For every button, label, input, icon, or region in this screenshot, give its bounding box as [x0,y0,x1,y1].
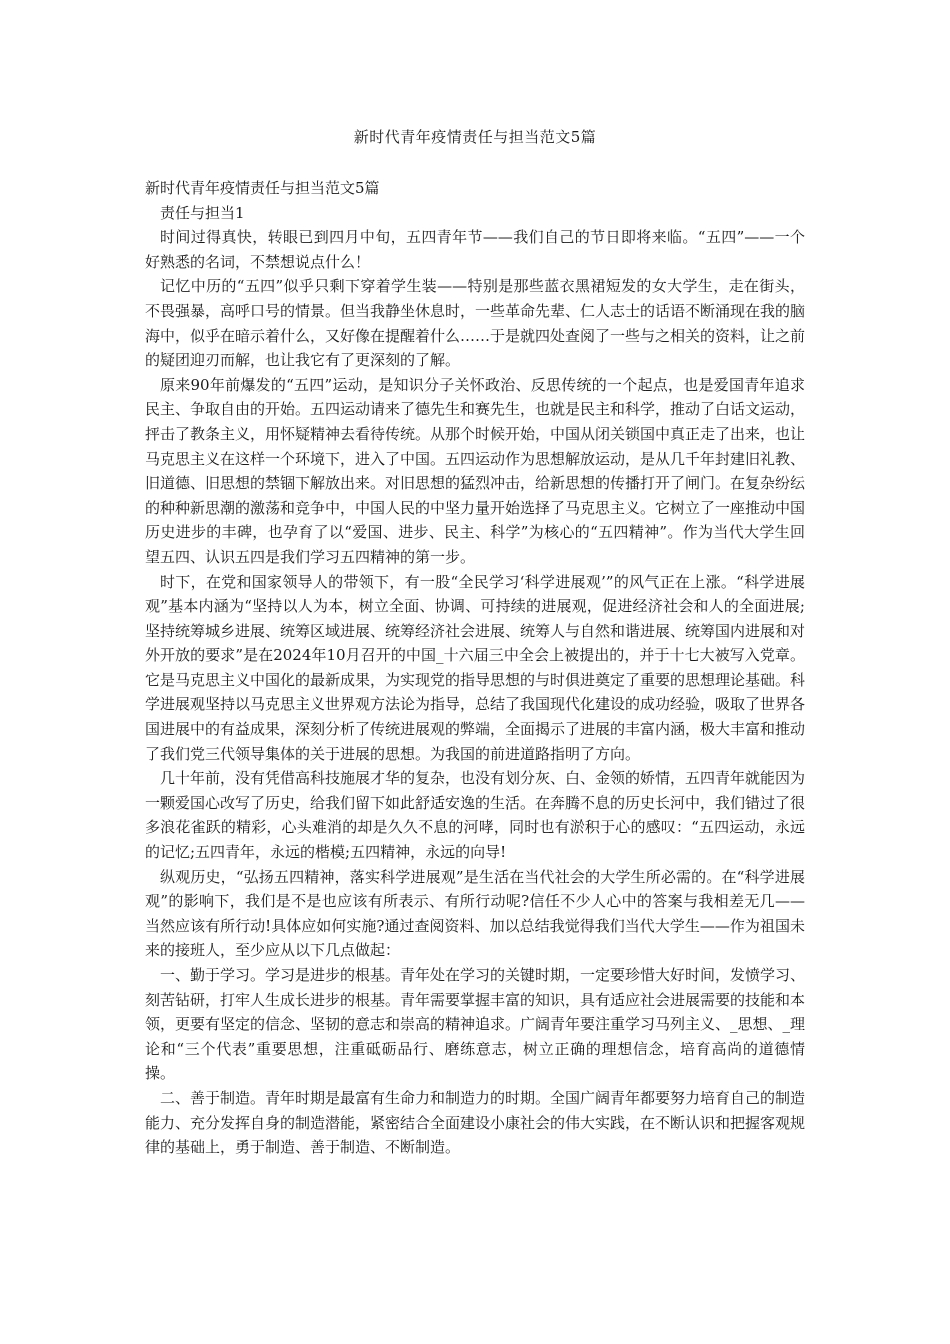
section-heading: 责任与担当1 [160,203,245,222]
paragraph: 时下，在党和国家领导人的带领下，有一股“全民学习‘科学进展观’”的风气正在上涨。“科学进展观”基本内涵为“坚持以人为本，树立全面、协调、可持续的进展观，促进经济社会和人的全面进展;坚持统筹城乡进展、统筹区域进展、统筹经济社会进展、统筹人与自然和谐进展、统筹国内进展和对外开放的要求”是在2024年10月召开的中国_十六届三中全会上被提出的，并于十七大被写入党章。它是马克思主义中国化的最新成果，为实现党的指导思想的与时俱进奠定了重要的思想理论基础。科学进展观坚持以马克思主义世界观方法论为指导，总结了我国现代化建设的成功经验，吸取了世界各国进展中的有益成果，深刻分析了传统进展观的弊端，全面揭示了进展的丰富内涵，极大丰富和推动了我们党三代领导集体的关于进展的思想。为我国的前进道路指明了方向。 [145,572,806,763]
document-body [145,176,805,1160]
paragraph: 原来90年前爆发的“五四”运动，是知识分子关怀政治、反思传统的一个起点，也是爱国青年追求民主、争取自由的开始。五四运动请来了德先生和赛先生，也就是民主和科学，推动了白话文运动，抨击了教条主义，用怀疑精神去看待传统。从那个时候开始，中国从闭关锁国中真正走了出来，也让马克思主义在这样一个环境下，进入了中国。五四运动作为思想解放运动，是从几千年封建旧礼教、旧道德、旧思想的禁锢下解放出来。对旧思想的猛烈冲击，给新思想的传播打开了闸门。在复杂纷纭的种种新思潮的激荡和竞争中，中国人民的中坚力量开始选择了马克思主义。它树立了一座推动中国历史进步的丰碑，也孕育了以“爱国、进步、民主、科学”为核心的“五四精神”。作为当代大学生回望五四、认识五四是我们学习五四精神的第一步。 [145,375,806,566]
paragraph: 纵观历史，“弘扬五四精神，落实科学进展观”是生活在当代社会的大学生所必需的。在“科学进展观”的影响下，我们是不是也应该有所表示、有所行动呢?信任不少人心中的答案与我相差无几——当然应该有所行动!具体应如何实施?通过查阅资料、加以总结我觉得我们当代大学生——作为祖国未来的接班人，至少应从以下几点做起： [145,867,805,960]
document-subtitle: 新时代青年疫情责任与担当范文5篇 [145,179,380,197]
document-title: 新时代青年疫情责任与担当范文5篇 [353,128,597,146]
paragraph: 几十年前，没有凭借高科技施展才华的复杂，也没有划分灰、白、金领的娇情，五四青年就能因为一颗爱国心改写了历史，给我们留下如此舒适安逸的生活。在奔腾不息的历史长河中，我们错过了很多浪花雀跃的精彩，心头难消的却是久久不息的河哮，同时也有淤积于心的感叹：“五四运动，永远的记忆;五四青年，永远的楷模;五四精神，永远的向导! [145,769,806,862]
paragraph: 记忆中历的“五四”似乎只剩下穿着学生装——特别是那些蓝衣黑裙短发的女大学生，走在街头，不畏强暴，高呼口号的情景。但当我静坐休息时，一些革命先辈、仁人志士的话语不断涌现在我的脑海中，似乎在暗示着什么，又好像在提醒着什么……于是就四处查阅了一些与之相关的资料，让之前的疑团迎刃而解，也让我它有了更深刻的了解。 [145,277,806,370]
paragraph: 时间过得真快，转眼已到四月中旬，五四青年节——我们自己的节日即将来临。“五四”——一个好熟悉的名词，不禁想说点什么！ [145,228,805,271]
paragraph: 一、勤于学习。学习是进步的根基。青年处在学习的关键时期，一定要珍惜大好时间，发愤学习、刻苦钻研，打牢人生成长进步的根基。青年需要掌握丰富的知识，具有适应社会进展需要的技能和本领，更要有坚定的信念、坚韧的意志和崇高的精神追求。广阔青年要注重学习马列主义、_思想、_理论和“三个代表”重要思想，注重砥砺品行、磨练意志，树立正确的理想信念，培育高尚的道德情操。 [145,966,806,1083]
paragraph: 二、善于制造。青年时期是最富有生命力和制造力的时期。全国广阔青年都要努力培育自己的制造能力、充分发挥自身的制造潜能，紧密结合全面建设小康社会的伟大实践，在不断认识和把握客观规律的基础上，勇于制造、善于制造、不断制造。 [145,1088,806,1157]
